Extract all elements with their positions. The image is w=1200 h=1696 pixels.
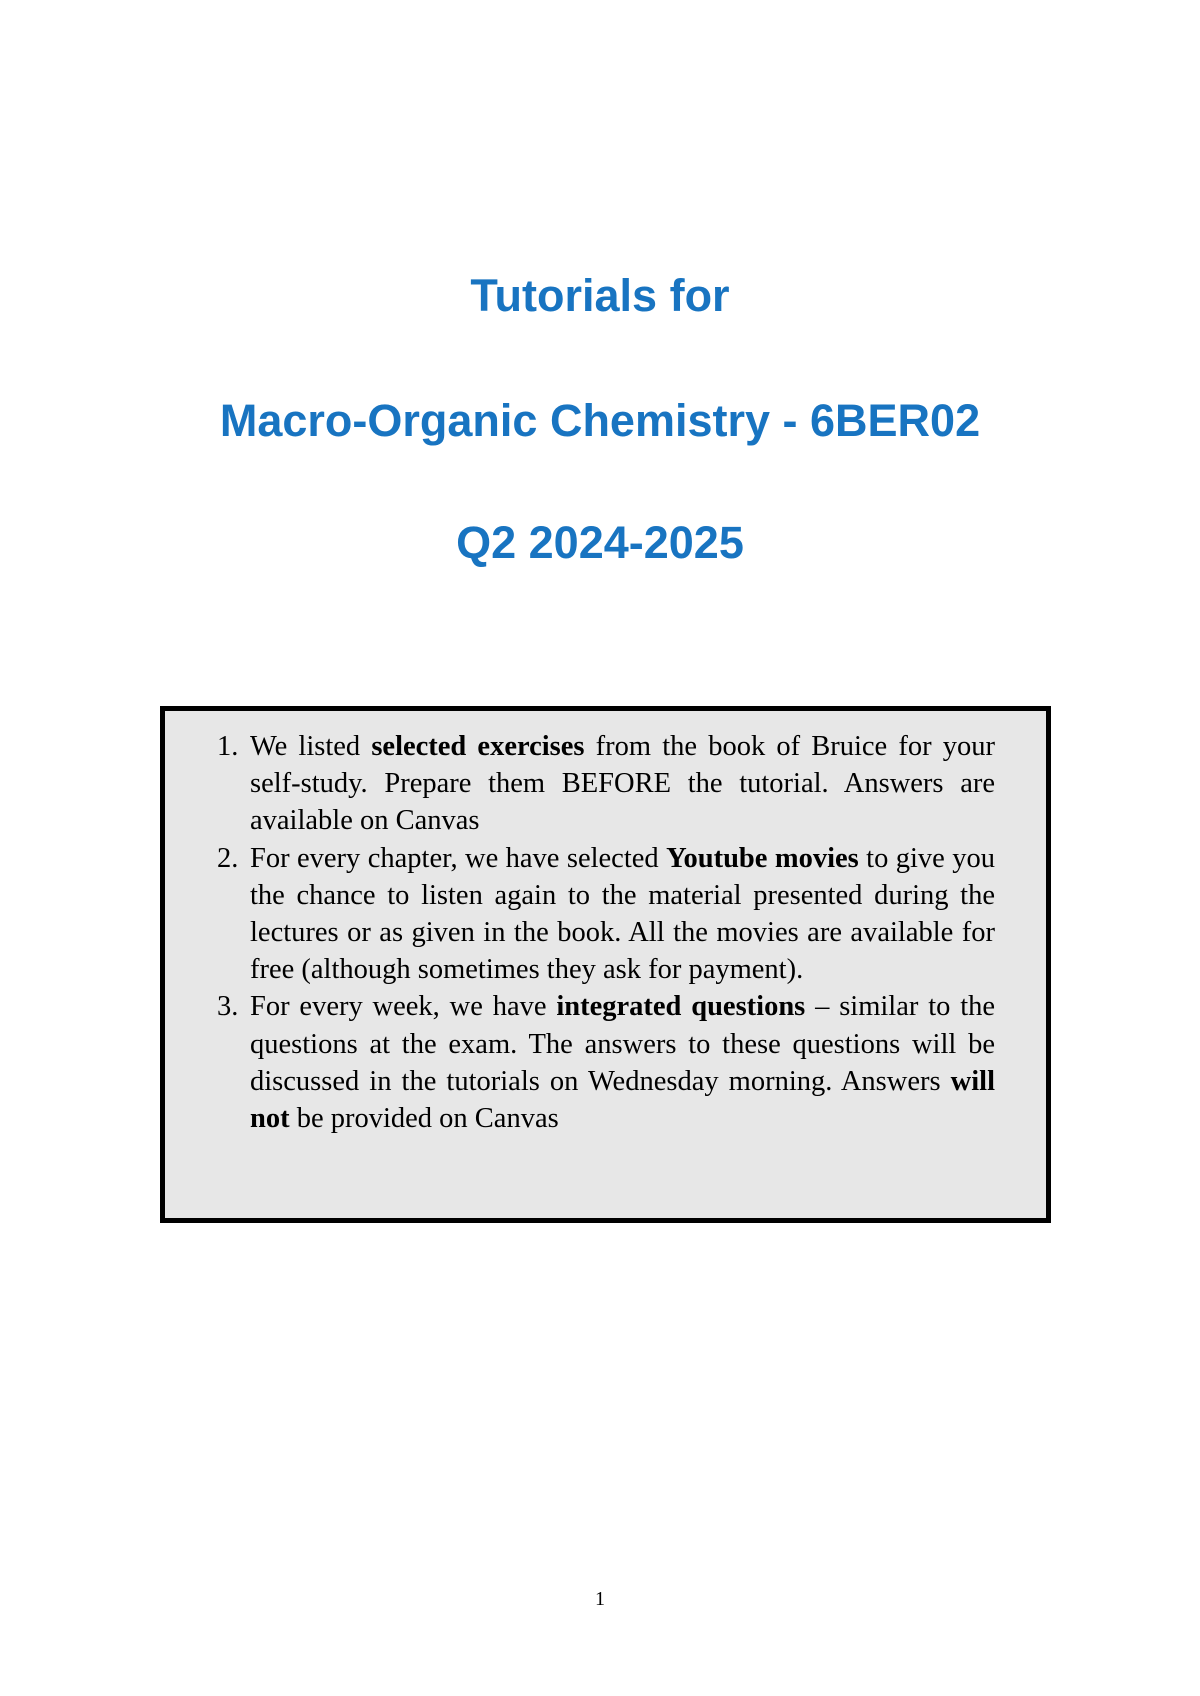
page-number: 1	[595, 1588, 605, 1610]
instruction-emphasis: Youtube movies	[666, 842, 859, 874]
instruction-text-part: For every week, we have	[250, 991, 557, 1023]
instruction-text-part: – similar to the questions at the exam. The answers to these questions will be discussed in the tutorials on Wednesday morning. Answers	[250, 991, 996, 1097]
instruction-text	[250, 988, 995, 1137]
instruction-number: 3.	[217, 991, 239, 1023]
instruction-text	[250, 728, 995, 840]
title-line-1: Tutorials for	[470, 270, 730, 321]
instruction-number: 1.	[217, 731, 239, 762]
instruction-text-part: For every chapter, we have selected	[250, 842, 667, 874]
title-line-2: Macro-Organic Chemistry - 6BER02	[219, 395, 981, 446]
instruction-text	[250, 840, 995, 989]
instruction-item-2	[217, 840, 995, 989]
instruction-text-part: be provided on Canvas	[289, 1103, 559, 1135]
instructions-box	[160, 706, 1051, 1223]
instruction-text-part: We listed	[250, 731, 372, 762]
instruction-emphasis: selected exercises	[371, 731, 585, 762]
instruction-emphasis: will not	[250, 1065, 995, 1135]
instruction-text-part: from the book of Bruice for your self-study. Prepare them BEFORE the tutorial. Answers are available on Canvas	[250, 731, 995, 837]
instruction-item-3	[217, 988, 995, 1137]
title-line-3: Q2 2024-2025	[456, 517, 744, 568]
instruction-number: 2.	[217, 842, 239, 874]
instructions-list	[217, 728, 995, 1137]
instruction-emphasis: integrated questions	[556, 991, 806, 1023]
instruction-text-part: to give you the chance to listen again to the material presented during the lectures or as given in the book. All the movies are available for free (although sometimes they ask for payment).	[250, 842, 995, 986]
instruction-item-1	[217, 728, 995, 840]
